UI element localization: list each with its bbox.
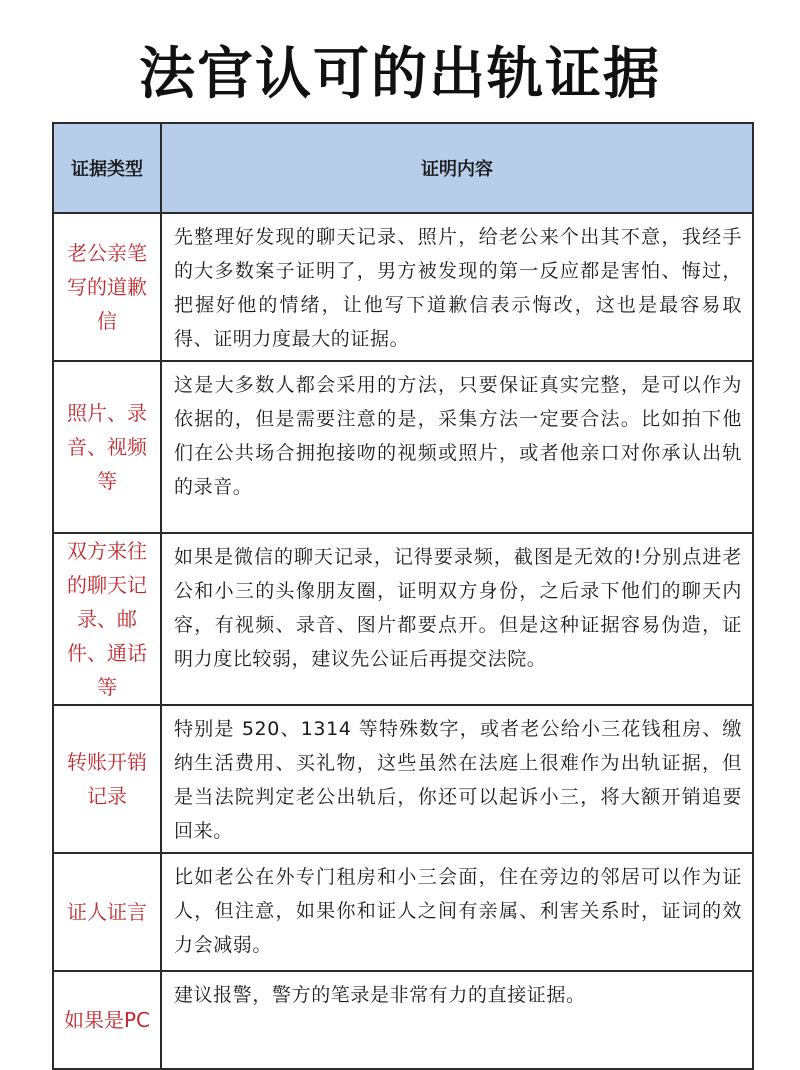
table-header-row — [53, 123, 753, 213]
table-row — [53, 971, 753, 1069]
evidence-type-cell: 照片、录音、视频等 — [53, 361, 161, 533]
table-row — [53, 213, 753, 361]
proof-content-cell: 这是大多数人都会采用的方法，只要保证真实完整，是可以作为依据的，但是需要注意的是，采集方法一定要合法。比如拍下他们在公共场合拥抱接吻的视频或照片，或者他亲口对你承认出轨的录音。 — [161, 361, 753, 533]
table-row — [53, 705, 753, 853]
evidence-type-cell: 证人证言 — [53, 853, 161, 971]
table-row — [53, 533, 753, 705]
proof-content-cell: 特别是 520、1314 等特殊数字，或者老公给小三花钱租房、缴纳生活费用、买礼物，这些虽然在法庭上很难作为出轨证据，但是当法院判定老公出轨后，你还可以起诉小三，将大额开销追要回来。 — [161, 705, 753, 853]
table-row — [53, 853, 753, 971]
evidence-type-cell: 转账开销记录 — [53, 705, 161, 853]
evidence-table — [52, 122, 754, 1070]
evidence-type-cell: 如果是PC — [53, 971, 161, 1069]
proof-content-cell: 比如老公在外专门租房和小三会面，住在旁边的邻居可以作为证人，但注意，如果你和证人之间有亲属、利害关系时，证词的效力会减弱。 — [161, 853, 753, 971]
page-title: 法官认可的出轨证据 — [139, 42, 661, 107]
header-evidence-type: 证据类型 — [53, 123, 161, 213]
proof-content-cell: 如果是微信的聊天记录，记得要录频，截图是无效的!分别点进老公和小三的头像朋友圈，证明双方身份，之后录下他们的聊天内容，有视频、录音、图片都要点开。但是这种证据容易伪造，证明力度比较弱，建议先公证后再提交法院。 — [161, 533, 753, 705]
evidence-type-cell: 老公亲笔写的道歉信 — [53, 213, 161, 361]
header-proof-content: 证明内容 — [161, 123, 753, 213]
proof-content-cell: 建议报警，警方的笔录是非常有力的直接证据。 — [161, 971, 753, 1069]
evidence-type-cell: 双方来往的聊天记录、邮件、通话等 — [53, 533, 161, 705]
proof-content-cell: 先整理好发现的聊天记录、照片，给老公来个出其不意，我经手的大多数案子证明了，男方被发现的第一反应都是害怕、悔过，把握好他的情绪，让他写下道歉信表示悔改，这也是最容易取得、证明力度最大的证据。 — [161, 213, 753, 361]
table-row — [53, 361, 753, 533]
